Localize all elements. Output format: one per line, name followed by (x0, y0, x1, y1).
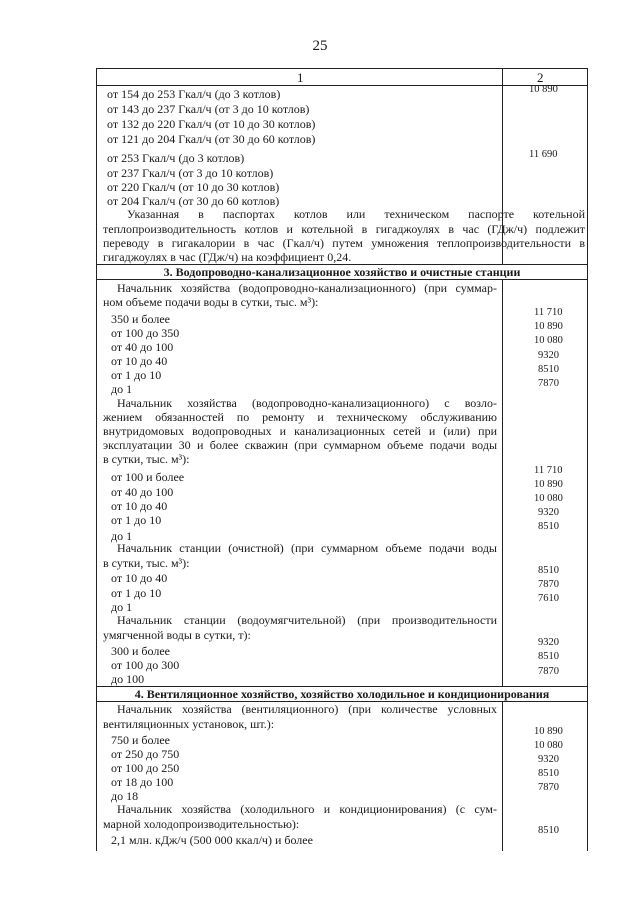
salary-value: 7870 (538, 579, 559, 590)
note-line: теплопроизводительность котлов и котельной в гигаджоулях в час (ГДж/ч) подлежит (103, 222, 585, 236)
column-divider (502, 701, 503, 851)
list-item: от 100 до 250 (111, 761, 180, 775)
salary-value: 10 890 (534, 726, 563, 737)
salary-value: 10 080 (534, 493, 563, 504)
list-item: от 143 до 237 Гкал/ч (от 3 до 10 котлов) (107, 102, 310, 116)
list-item: до 18 (111, 789, 139, 803)
position-title: Начальник станции (очистной) (при суммарном объеме подачи воды (117, 541, 497, 555)
position-title: жением обязанностей по ремонту и техническому обслуживанию (103, 410, 497, 424)
header-divider (97, 85, 587, 86)
list-item: от 220 Гкал/ч (от 10 до 30 котлов) (107, 180, 280, 194)
position-title: умягченной воды в сутки, т): (103, 628, 251, 642)
list-item: от 100 и более (111, 470, 185, 484)
list-item: 750 и более (111, 733, 171, 747)
page-number: 25 (312, 38, 328, 54)
list-item: 2,1 млн. кДж/ч (500 000 ккал/ч) и более (111, 833, 313, 847)
column-divider (502, 279, 503, 686)
salary-value: 8510 (538, 521, 559, 532)
position-title: вентиляционных установок, шт.): (103, 717, 275, 731)
salary-table (96, 68, 588, 851)
list-item: от 253 Гкал/ч (до 3 котлов) (107, 151, 245, 165)
position-title: эксплуатации 30 и более скважин (при суммарном объеме подачи воды (103, 438, 497, 452)
list-item: от 204 Гкал/ч (от 30 до 60 котлов) (107, 194, 280, 208)
section-4-title: 4. Вентиляционное хозяйство, хозяйство холодильное и кондиционирования (134, 687, 550, 701)
position-title: ном объеме подачи воды в сутки, тыс. м³): (103, 295, 319, 309)
salary-value: 9320 (538, 754, 559, 765)
salary-value: 9320 (538, 637, 559, 648)
section-divider (97, 279, 587, 280)
salary-value: 8510 (538, 651, 559, 662)
salary-value: 11 690 (529, 149, 558, 160)
list-item: от 1 до 10 (111, 586, 162, 600)
list-item: 350 и более (111, 312, 171, 326)
list-item: от 10 до 40 (111, 354, 168, 368)
list-item: от 100 до 300 (111, 658, 180, 672)
note-line: переводу в гигакалории в час (Гкал/ч) путем умножения теплопроизводительности в (103, 236, 585, 250)
salary-value: 8510 (538, 768, 559, 779)
salary-value: 7870 (538, 666, 559, 677)
salary-value: 7870 (538, 782, 559, 793)
salary-value: 8510 (538, 825, 559, 836)
salary-value: 10 890 (534, 479, 563, 490)
salary-value: 8510 (538, 364, 559, 375)
position-title: Начальник хозяйства (холодильного и кондиционирования) (с сум- (117, 802, 497, 816)
list-item: от 10 до 40 (111, 499, 168, 513)
list-item: от 1 до 10 (111, 513, 162, 527)
position-title: в сутки, тыс. м³): (103, 452, 190, 466)
list-item: до 100 (111, 672, 145, 686)
list-item: от 18 до 100 (111, 775, 174, 789)
salary-value: 7610 (538, 593, 559, 604)
note-line: гигаджоулях в час (ГДж/ч) на коэффициент 0,24. (103, 250, 352, 264)
salary-value: 10 890 (529, 84, 558, 95)
list-item: от 1 до 10 (111, 368, 162, 382)
list-item: от 121 до 204 Гкал/ч (от 30 до 60 котлов) (107, 132, 316, 146)
list-item: до 1 (111, 600, 133, 614)
note-line: Указанная в паспортах котлов или техническом паспорте котельной (127, 207, 585, 221)
list-item: до 1 (111, 529, 133, 543)
list-item: от 237 Гкал/ч (от 3 до 10 котлов) (107, 166, 274, 180)
salary-value: 8510 (538, 565, 559, 576)
position-title: Начальник хозяйства (водопроводно-канализационного) (при суммар- (117, 281, 497, 295)
position-title: Начальник станции (водоумягчительной) (при производительности (117, 613, 497, 627)
list-item: от 132 до 220 Гкал/ч (от 10 до 30 котлов) (107, 117, 316, 131)
salary-value: 10 080 (534, 335, 563, 346)
position-title: марной холодопроизводительностью): (103, 817, 300, 831)
list-item: от 154 до 253 Гкал/ч (до 3 котлов) (107, 87, 281, 101)
list-item: от 10 до 40 (111, 571, 168, 585)
list-item: от 40 до 100 (111, 485, 174, 499)
list-item: от 100 до 350 (111, 326, 180, 340)
position-title: Начальник хозяйства (вентиляционного) (при количестве условных (117, 702, 497, 716)
salary-value: 10 890 (534, 321, 563, 332)
salary-value: 11 710 (534, 307, 563, 318)
position-title: внутридомовых водопроводных и канализационных сетей и (или) при (103, 424, 497, 438)
list-item: от 40 до 100 (111, 340, 174, 354)
salary-value: 10 080 (534, 740, 563, 751)
column-header-2: 2 (537, 70, 544, 85)
list-item: от 250 до 750 (111, 747, 180, 761)
list-item: 300 и более (111, 644, 171, 658)
position-title: Начальник хозяйства (водопроводно-канализационного) с возло- (117, 396, 497, 410)
list-item: до 1 (111, 382, 133, 396)
section-3-title: 3. Водопроводно-канализационное хозяйство и очистные станции (163, 265, 521, 279)
column-header-1: 1 (297, 70, 304, 85)
salary-value: 9320 (538, 507, 559, 518)
salary-value: 7870 (538, 378, 559, 389)
position-title: в сутки, тыс. м³): (103, 556, 190, 570)
salary-value: 9320 (538, 350, 559, 361)
salary-value: 11 710 (534, 465, 563, 476)
